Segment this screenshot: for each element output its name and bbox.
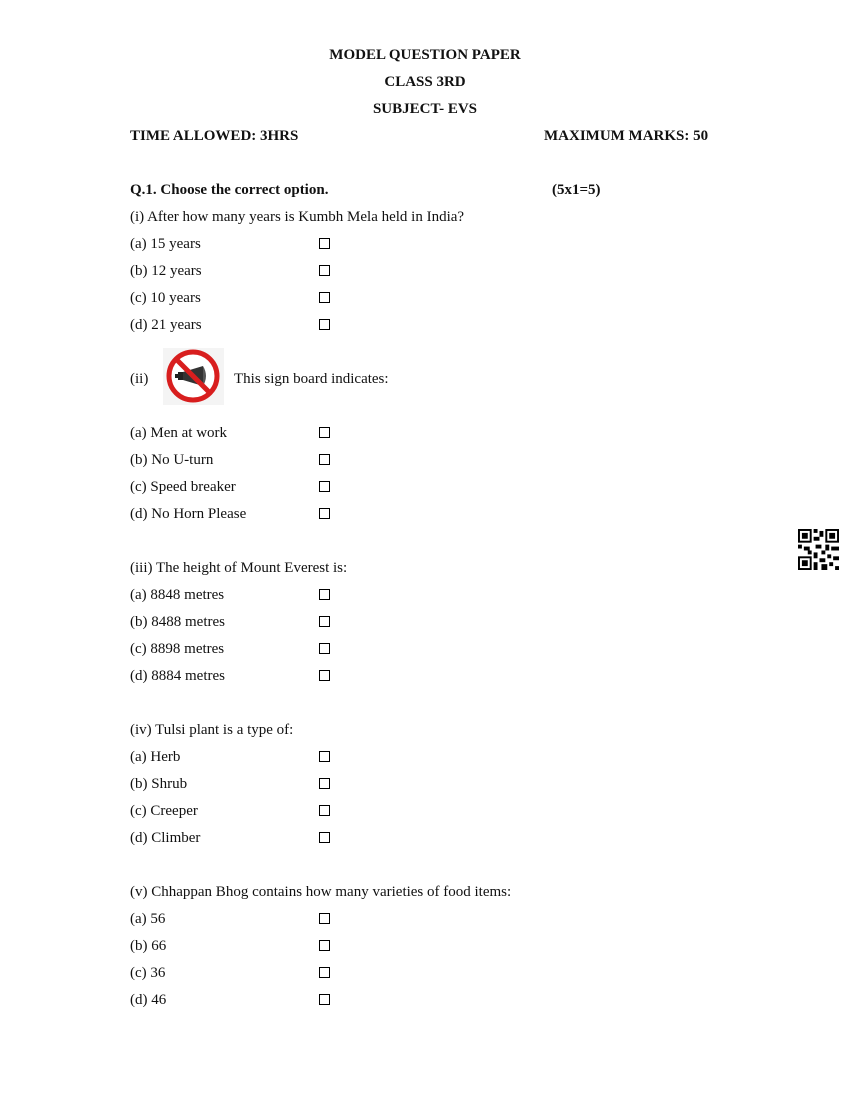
maximum-marks: MAXIMUM MARKS: 50 bbox=[544, 128, 709, 144]
option-label: (c) 10 years bbox=[130, 290, 201, 306]
class-label: CLASS 3RD bbox=[384, 74, 466, 90]
option-checkbox[interactable] bbox=[319, 940, 330, 951]
option-checkbox[interactable] bbox=[319, 508, 330, 519]
question-text: (v) Chhappan Bhog contains how many varieties of food items: bbox=[130, 884, 512, 900]
option-label: (a) 15 years bbox=[130, 236, 201, 252]
option-checkbox[interactable] bbox=[319, 832, 330, 843]
option-checkbox[interactable] bbox=[319, 481, 330, 492]
option-label: (d) Climber bbox=[130, 830, 201, 846]
option-label: (b) No U-turn bbox=[130, 452, 214, 468]
question-text: This sign board indicates: bbox=[234, 371, 389, 387]
option-checkbox[interactable] bbox=[319, 616, 330, 627]
section-heading: Q.1. Choose the correct option. bbox=[130, 182, 329, 198]
option-checkbox[interactable] bbox=[319, 292, 330, 303]
option-label: (d) 8884 metres bbox=[130, 668, 225, 684]
option-label: (a) Men at work bbox=[130, 425, 228, 441]
question-text: (i) After how many years is Kumbh Mela held in India? bbox=[130, 209, 465, 225]
option-checkbox[interactable] bbox=[319, 994, 330, 1005]
question-text: (iii) The height of Mount Everest is: bbox=[130, 560, 348, 576]
option-checkbox[interactable] bbox=[319, 778, 330, 789]
paper-title: MODEL QUESTION PAPER bbox=[329, 47, 521, 63]
option-label: (c) 8898 metres bbox=[130, 641, 225, 657]
option-label: (c) Creeper bbox=[130, 803, 198, 819]
option-checkbox[interactable] bbox=[319, 670, 330, 681]
time-allowed: TIME ALLOWED: 3HRS bbox=[130, 128, 299, 144]
option-label: (d) 46 bbox=[130, 992, 167, 1008]
option-checkbox[interactable] bbox=[319, 319, 330, 330]
option-checkbox[interactable] bbox=[319, 805, 330, 816]
option-checkbox[interactable] bbox=[319, 238, 330, 249]
option-label: (d) No Horn Please bbox=[130, 506, 247, 522]
option-label: (d) 21 years bbox=[130, 317, 202, 333]
option-label: (b) 66 bbox=[130, 938, 167, 954]
option-label: (b) Shrub bbox=[130, 776, 188, 792]
option-checkbox[interactable] bbox=[319, 427, 330, 438]
option-checkbox[interactable] bbox=[319, 643, 330, 654]
subject-label: SUBJECT- EVS bbox=[372, 101, 478, 117]
option-checkbox[interactable] bbox=[319, 913, 330, 924]
option-checkbox[interactable] bbox=[319, 967, 330, 978]
option-label: (a) 8848 metres bbox=[130, 587, 225, 603]
option-label: (b) 8488 metres bbox=[130, 614, 225, 630]
option-label: (a) 56 bbox=[130, 911, 166, 927]
qr-code-icon bbox=[798, 529, 839, 570]
question-text: (iv) Tulsi plant is a type of: bbox=[130, 722, 294, 738]
option-label: (a) Herb bbox=[130, 749, 181, 765]
option-label: (c) Speed breaker bbox=[130, 479, 236, 495]
option-checkbox[interactable] bbox=[319, 454, 330, 465]
option-label: (c) 36 bbox=[130, 965, 166, 981]
option-label: (b) 12 years bbox=[130, 263, 202, 279]
option-checkbox[interactable] bbox=[319, 751, 330, 762]
question-number: (ii) bbox=[130, 371, 149, 387]
section-marks: (5x1=5) bbox=[552, 182, 601, 198]
option-checkbox[interactable] bbox=[319, 265, 330, 276]
no-horn-sign-icon bbox=[163, 348, 224, 405]
option-checkbox[interactable] bbox=[319, 589, 330, 600]
